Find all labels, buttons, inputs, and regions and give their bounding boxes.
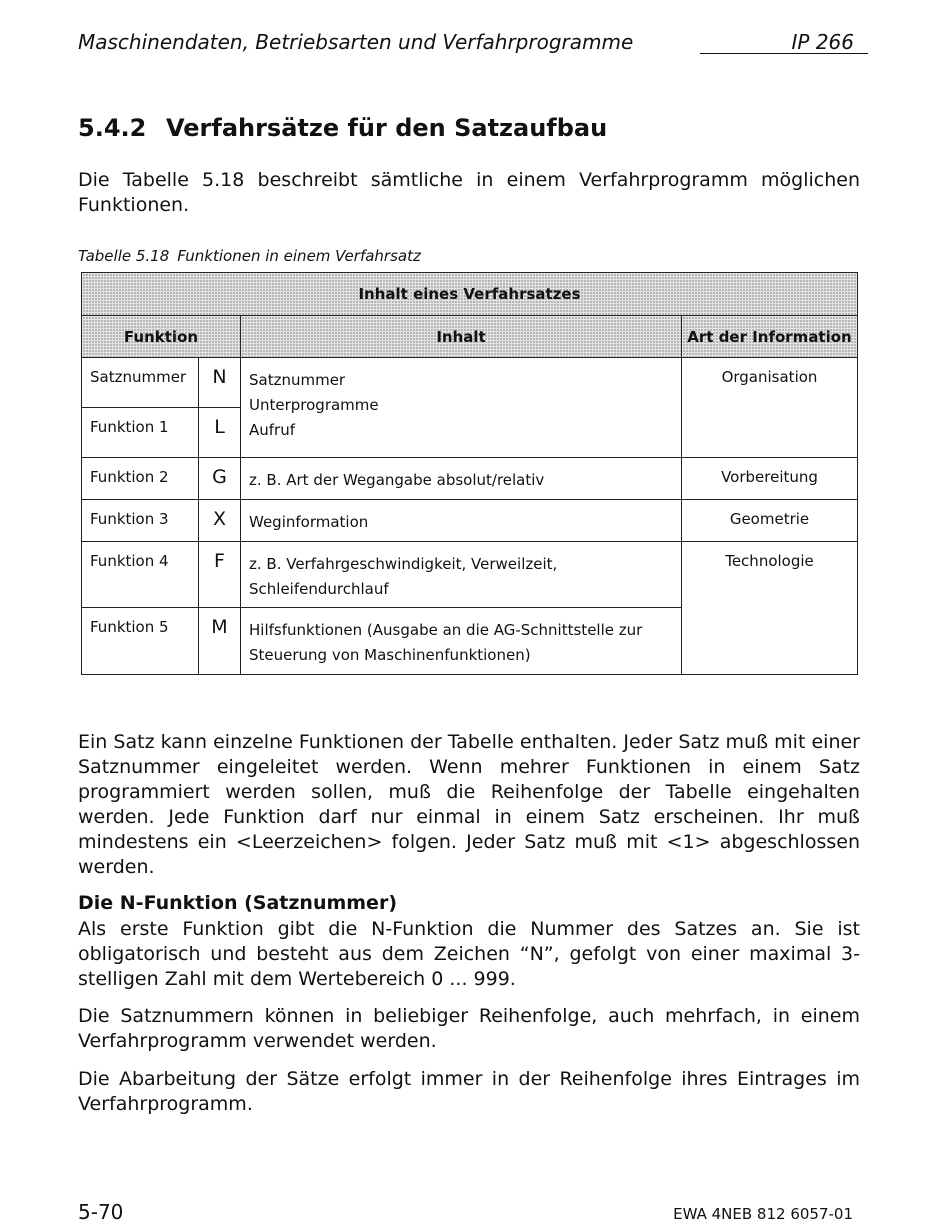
table-row bbox=[82, 358, 858, 408]
page-number: 5-70 bbox=[78, 1200, 124, 1224]
content-line: Satznummer bbox=[249, 371, 346, 389]
function-letter: M bbox=[199, 608, 241, 675]
page-header bbox=[78, 30, 854, 58]
content-line: Schleifendurchlauf bbox=[249, 580, 389, 598]
function-content: Weginformation bbox=[241, 500, 682, 542]
function-letter: G bbox=[199, 458, 241, 500]
table-caption-text: Funktionen in einem Verfahrsatz bbox=[177, 247, 421, 265]
function-name: Funktion 1 bbox=[82, 408, 199, 458]
content-line: Aufruf bbox=[249, 421, 296, 439]
n-function-heading: Die N-Funktion (Satznummer) bbox=[78, 892, 398, 914]
header-title: Maschinendaten, Betriebsarten und Verfahrprogramme bbox=[78, 30, 634, 54]
function-name: Funktion 3 bbox=[82, 500, 199, 542]
function-letter: L bbox=[199, 408, 241, 458]
section-heading bbox=[78, 114, 607, 142]
function-name: Funktion 5 bbox=[82, 608, 199, 675]
header-module: IP 266 bbox=[791, 30, 854, 54]
table-row bbox=[82, 542, 858, 608]
content-line: z. B. Verfahrgeschwindigkeit, Verweilzeit, bbox=[249, 555, 558, 573]
information-type: Organisation bbox=[682, 358, 858, 458]
table-row bbox=[82, 458, 858, 500]
table-caption-number: Tabelle 5.18 bbox=[78, 247, 170, 265]
function-letter: N bbox=[199, 358, 241, 408]
function-letter: X bbox=[199, 500, 241, 542]
function-content bbox=[241, 542, 682, 608]
table-title: Inhalt eines Verfahrsatzes bbox=[82, 273, 858, 316]
function-name: Funktion 2 bbox=[82, 458, 199, 500]
content-line: Unterprogramme bbox=[249, 396, 379, 414]
document-number: EWA 4NEB 812 6057-01 bbox=[673, 1205, 853, 1223]
col-header-funktion: Funktion bbox=[82, 316, 241, 358]
function-name: Satznummer bbox=[82, 358, 199, 408]
function-letter: F bbox=[199, 542, 241, 608]
col-header-inhalt: Inhalt bbox=[241, 316, 682, 358]
body-paragraph: Als erste Funktion gibt die N-Funktion die Nummer des Satzes an. Sie ist obligatorisch und besteht aus dem Zeichen “N”, gefolgt von einer maximal 3-stelligen Zahl mit dem Wertebereich 0 ... 999. bbox=[78, 918, 860, 990]
section-number: 5.4.2 bbox=[78, 114, 147, 142]
information-type: Geometrie bbox=[682, 500, 858, 542]
function-content bbox=[241, 608, 682, 675]
content-line: Hilfsfunktionen (Ausgabe an die AG-Schnittstelle zur bbox=[249, 621, 643, 639]
section-title: Verfahrsätze für den Satzaufbau bbox=[166, 114, 608, 142]
body-paragraph: Die Abarbeitung der Sätze erfolgt immer in der Reihenfolge ihres Eintrages im Verfahrprogramm. bbox=[78, 1068, 860, 1115]
information-type: Technologie bbox=[682, 542, 858, 675]
information-type: Vorbereitung bbox=[682, 458, 858, 500]
table-caption bbox=[78, 247, 421, 265]
functions-table bbox=[81, 272, 858, 675]
col-header-art: Art der Information bbox=[682, 316, 858, 358]
function-content bbox=[241, 358, 682, 458]
body-paragraph: Ein Satz kann einzelne Funktionen der Tabelle enthalten. Jeder Satz muß mit einer Satznummer eingeleitet werden. Wenn mehrer Funktionen in einem Satz programmiert werden sollen, muß die Reihenfolge der Tabelle eingehalten werden. Jede Funktion darf nur einmal in einem Satz erscheinen. Ihr muß mindestens ein <Leerzeichen> folgen. Jeder Satz muß mit <1> abgeschlossen werden. bbox=[78, 731, 860, 878]
function-content: z. B. Art der Wegangabe absolut/relativ bbox=[241, 458, 682, 500]
intro-paragraph: Die Tabelle 5.18 beschreibt sämtliche in einem Verfahrprogramm möglichen Funktionen. bbox=[78, 169, 860, 216]
body-paragraph: Die Satznummern können in beliebiger Reihenfolge, auch mehrfach, in einem Verfahrprogramm verwendet werden. bbox=[78, 1005, 860, 1052]
function-name: Funktion 4 bbox=[82, 542, 199, 608]
table-row bbox=[82, 500, 858, 542]
content-line: Steuerung von Maschinenfunktionen) bbox=[249, 646, 531, 664]
